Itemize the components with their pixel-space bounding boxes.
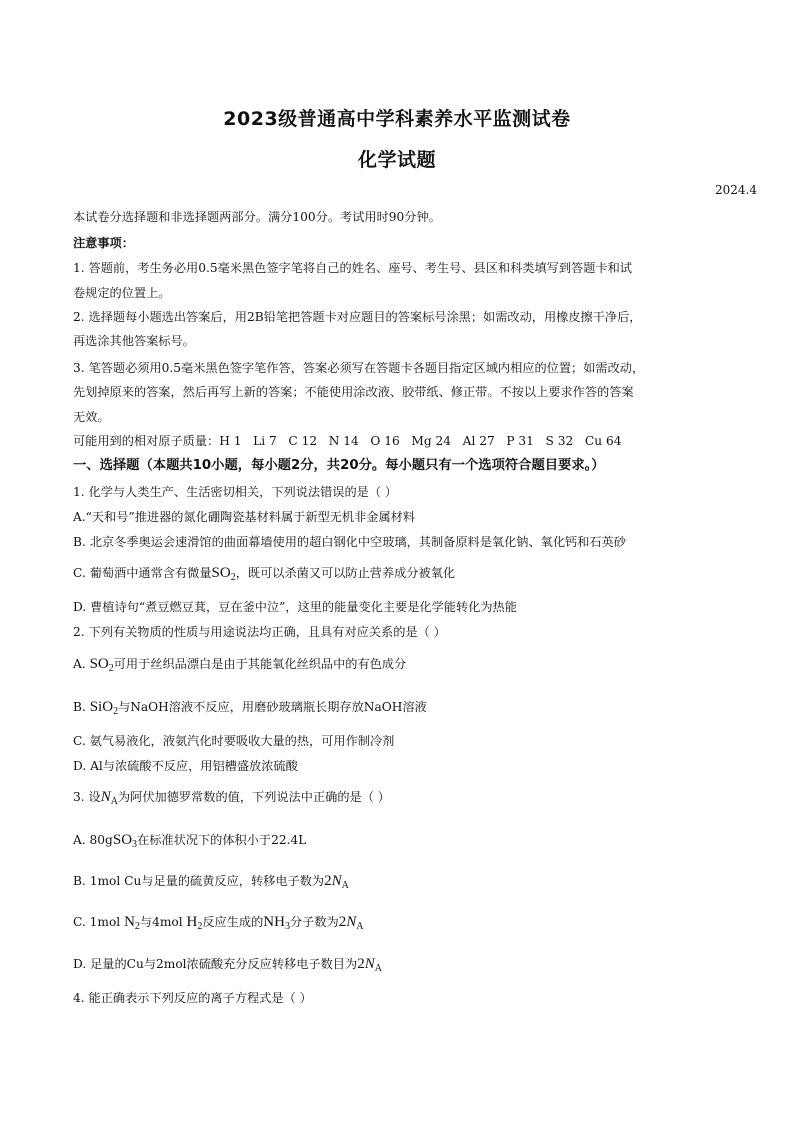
question-2-option-b: B. SiO$_2$与NaOH溶液不反应，用磨砂玻璃瓶长期存放NaOH溶液 <box>73 699 427 717</box>
formula-sio2: SiO$_2$ <box>89 699 119 717</box>
question-2-option-c: C. 氨气易液化，液氨汽化时要吸收大量的热，可用作制冷剂 <box>73 734 395 748</box>
formula-n2: $N_2$ <box>124 914 140 932</box>
exam-date: 2024.4 <box>715 183 757 197</box>
question-2-option-d: D. Al与浓硫酸不反应，用铝槽盛放浓硫酸 <box>73 759 298 773</box>
question-4-stem: 4. 能正确表示下列反应的离子方程式是（ ） <box>73 991 312 1005</box>
formula-so3: $SO_3$ <box>112 832 138 850</box>
notice-1-line-1: 1. 答题前，考生务必用0.5毫米黑色签字笔将自己的姓名、座号、考生号、县区和科类填写到答题卡和试 <box>73 261 632 275</box>
question-3-option-c: C. 1mol $N_2$与4mol $H_2$反应生成的$NH_3$分子数为$2N_A$ <box>73 914 364 932</box>
question-3-option-d: D. 足量的Cu与2mol浓硫酸充分反应转移电子数目为$2N_A$ <box>73 956 382 974</box>
question-2-stem: 2. 下列有关物质的性质与用途说法均正确，且具有对应关系的是（ ） <box>73 625 446 639</box>
formula-nh3: $NH_3$ <box>263 914 290 932</box>
notice-2-line-2: 再选涂其他答案标号。 <box>73 334 195 348</box>
paper-overview: 本试卷分选择题和非选择题两部分。满分100分。考试用时90分钟。 <box>73 210 441 224</box>
question-3-option-b: B. 1mol Cu与足量的硫黄反应，转移电子数为$2N_A$ <box>73 873 349 891</box>
subject-title: 化学试题 <box>357 149 436 171</box>
symbol-na: $N_A$ <box>100 789 118 807</box>
question-1-option-a: A.“天和号”推进器的氮化硼陶瓷基材料属于新型无机非金属材料 <box>73 510 416 524</box>
notice-heading: 注意事项： <box>73 236 134 250</box>
question-1-option-c: C. 葡萄酒中通常含有微量$SO_2$，既可以杀菌又可以防止营养成分被氧化 <box>73 565 456 583</box>
symbol-2na: $2N_A$ <box>338 914 364 932</box>
formula-so2: $SO_2$ <box>89 656 114 674</box>
question-3-option-a: A. 80gSO$_3$在标准状况下的体积小于22.4L <box>73 832 307 850</box>
symbol-2na: $2N_A$ <box>324 873 349 891</box>
exam-title: 2023级普通高中学科素养水平监测试卷 <box>223 108 571 130</box>
notice-2-line-1: 2. 选择题每小题选出答案后，用2B铅笔把答题卡对应题目的答案标号涂黑；如需改动，用橡皮擦干净后， <box>73 310 642 324</box>
notice-3-line-2: 先划掉原来的答案，然后再写上新的答案；不能使用涂改液、胶带纸、修正带。不按以上要求作答的答案 <box>73 385 634 399</box>
question-1-option-b: B. 北京冬季奥运会速滑馆的曲面幕墙使用的超白钢化中空玻璃，其制备原料是氧化钠、氧化钙和石英砂 <box>73 535 626 549</box>
formula-so2: $SO_2$ <box>211 565 236 583</box>
symbol-2na: $2N_A$ <box>357 956 382 974</box>
section-1-heading: 一、选择题（本题共10小题，每小题2分，共20分。每小题只有一个选项符合题目要求。） <box>73 458 605 473</box>
question-1-option-d: D. 曹植诗句“煮豆燃豆萁，豆在釜中泣”，这里的能量变化主要是化学能转化为热能 <box>73 600 517 614</box>
notice-1-line-2: 卷规定的位置上。 <box>73 286 171 300</box>
notice-3-line-1: 3. 笔答题必须用0.5毫米黑色签字笔作答，答案必须写在答题卡各题目指定区域内相应的位置；如需改动， <box>73 361 645 375</box>
question-1-stem: 1. 化学与人类生产、生活密切相关，下列说法错误的是（ ） <box>73 485 398 499</box>
atomic-masses: 可能用到的相对原子质量：H 1 Li 7 C 12 N 14 O 16 Mg 24 Al 27 P 31 S 32 Cu 64 <box>73 434 622 448</box>
notice-3-line-3: 无效。 <box>73 410 110 424</box>
question-2-option-a: A. $SO_2$可用于丝织品漂白是由于其能氧化丝织品中的有色成分 <box>73 656 407 674</box>
formula-h2: $H_2$ <box>186 914 203 932</box>
question-3-stem: 3. 设$N_A$为阿伏加德罗常数的值，下列说法中正确的是（ ） <box>73 789 390 807</box>
